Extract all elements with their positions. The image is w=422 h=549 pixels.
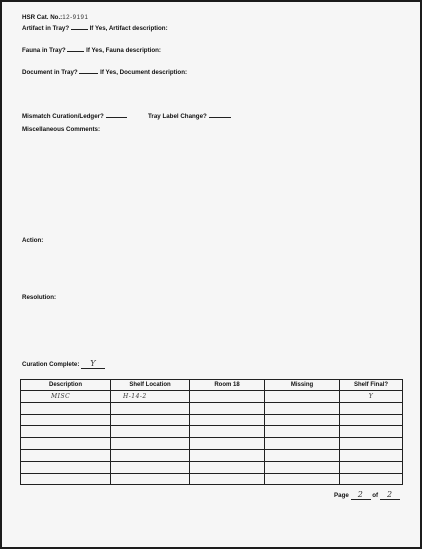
table-cell-room-18[interactable]: [190, 438, 265, 450]
column-header-description: Description: [21, 380, 111, 391]
column-header-shelf-location: Shelf Location: [111, 380, 190, 391]
curation-table: [20, 379, 403, 485]
tray-label-row: [148, 112, 231, 120]
curation-complete-field[interactable]: [81, 360, 105, 369]
artifact-description-label: If Yes, Artifact description:: [89, 25, 168, 32]
page-label: Page: [334, 492, 349, 499]
page-number-value: 2: [357, 490, 364, 499]
misc-comments-label: Miscellaneous Comments:: [22, 126, 101, 133]
catalog-number-value: 12-9191: [62, 14, 89, 21]
table-cell-description[interactable]: [21, 402, 111, 414]
fauna-answer-line[interactable]: [67, 46, 84, 52]
table-cell-shelf-location[interactable]: [111, 414, 190, 426]
table-row: [21, 449, 403, 461]
table-header-row: [21, 380, 403, 391]
table-cell-missing[interactable]: [265, 473, 340, 485]
table-cell-shelf-final[interactable]: [340, 461, 403, 473]
mismatch-row: [22, 112, 127, 120]
curation-complete-row: [22, 360, 105, 369]
column-header-missing: Missing: [265, 380, 340, 391]
table-cell-description[interactable]: [21, 414, 111, 426]
column-header-room-18: Room 18: [190, 380, 265, 391]
fauna-description-label: If Yes, Fauna description:: [86, 47, 161, 54]
table-cell-shelf-location[interactable]: [111, 461, 190, 473]
catalog-number-label: HSR Cat. No.:: [22, 14, 63, 21]
table-cell-shelf-final[interactable]: [340, 414, 403, 426]
table-cell-missing[interactable]: [265, 438, 340, 450]
page-total-value: 2: [387, 490, 393, 499]
table-cell-shelf-location[interactable]: [111, 449, 190, 461]
table-cell-missing[interactable]: [265, 402, 340, 414]
table-row: [21, 391, 403, 403]
mismatch-label: Mismatch Curation/Ledger?: [22, 113, 104, 120]
table-row: [21, 461, 403, 473]
document-question: Document in Tray?: [22, 69, 78, 76]
page-indicator: [334, 491, 400, 500]
table-row: [21, 426, 403, 438]
table-cell-shelf-location[interactable]: [111, 402, 190, 414]
page-number-field[interactable]: [351, 491, 371, 500]
tray-label-answer-line[interactable]: [209, 112, 231, 118]
table-cell-description[interactable]: MISC: [21, 391, 111, 403]
table-cell-description[interactable]: [21, 426, 111, 438]
tray-label-change-label: Tray Label Change?: [148, 113, 207, 120]
table-cell-room-18[interactable]: [190, 402, 265, 414]
column-header-shelf-final: Shelf Final?: [340, 380, 403, 391]
table-cell-shelf-final[interactable]: [340, 438, 403, 450]
table-row: [21, 402, 403, 414]
table-cell-room-18[interactable]: [190, 449, 265, 461]
curation-complete-label: Curation Complete:: [22, 361, 80, 368]
table-cell-room-18[interactable]: [190, 473, 265, 485]
table-row: [21, 414, 403, 426]
of-label: of: [372, 492, 379, 499]
curation-complete-value: Y: [90, 359, 97, 368]
table-cell-description[interactable]: [21, 438, 111, 450]
table-cell-missing[interactable]: [265, 391, 340, 403]
table-cell-room-18[interactable]: [190, 414, 265, 426]
table-cell-missing[interactable]: [265, 414, 340, 426]
table-cell-description[interactable]: [21, 473, 111, 485]
table-cell-shelf-final[interactable]: [340, 449, 403, 461]
table-cell-missing[interactable]: [265, 461, 340, 473]
table-cell-missing[interactable]: [265, 449, 340, 461]
table-cell-description[interactable]: [21, 461, 111, 473]
table-row: [21, 473, 403, 485]
document-row: [22, 68, 187, 76]
form-sheet: [2, 2, 420, 547]
page-total-field[interactable]: [380, 491, 400, 500]
table-cell-shelf-location[interactable]: [111, 426, 190, 438]
resolution-label: Resolution:: [22, 294, 57, 301]
table-cell-shelf-location[interactable]: H-14-2: [111, 391, 190, 403]
document-description-label: If Yes, Document description:: [100, 69, 188, 76]
table-cell-missing[interactable]: [265, 426, 340, 438]
action-label: Action:: [22, 237, 44, 244]
fauna-row: [22, 46, 161, 54]
table-cell-room-18[interactable]: [190, 426, 265, 438]
fauna-question: Fauna in Tray?: [22, 47, 66, 54]
mismatch-answer-line[interactable]: [106, 112, 127, 118]
table-cell-shelf-final[interactable]: [340, 426, 403, 438]
table-cell-shelf-final[interactable]: [340, 473, 403, 485]
document-answer-line[interactable]: [79, 68, 98, 74]
table-cell-shelf-location[interactable]: [111, 473, 190, 485]
table-cell-room-18[interactable]: [190, 461, 265, 473]
artifact-answer-line[interactable]: [71, 24, 88, 30]
catalog-number-row: [22, 14, 88, 21]
table-cell-shelf-location[interactable]: [111, 438, 190, 450]
artifact-question: Artifact in Tray?: [22, 25, 70, 32]
table-cell-room-18[interactable]: [190, 391, 265, 403]
table-cell-shelf-final[interactable]: [340, 402, 403, 414]
artifact-row: [22, 24, 168, 32]
table-cell-description[interactable]: [21, 449, 111, 461]
table-cell-shelf-final[interactable]: Y: [340, 391, 403, 403]
table-row: [21, 438, 403, 450]
